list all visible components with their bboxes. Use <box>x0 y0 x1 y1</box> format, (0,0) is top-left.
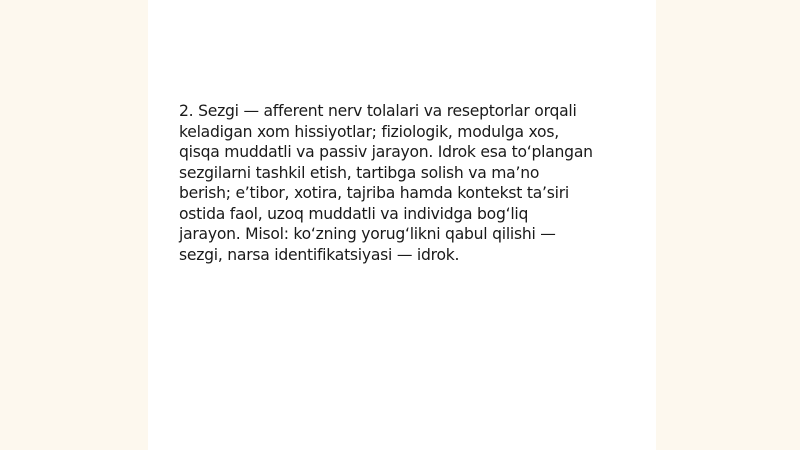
text-line: ostida faol, uzoq muddatli va individga bog‘liq <box>179 204 529 223</box>
document-page <box>148 0 656 450</box>
text-line: qisqa muddatli va passiv jarayon. Idrok esa to‘plangan <box>179 143 593 161</box>
answer-paragraph <box>179 101 629 265</box>
text-line: sezgilarni tashkil etish, tartibga solish va ma’no <box>179 163 540 182</box>
text-line: keladigan xom hissiyotlar; fiziologik, modulga xos, <box>179 122 559 141</box>
text-line: jarayon. Misol: ko‘zning yorug‘likni qabul qilishi — <box>179 225 556 243</box>
text-line: sezgi, narsa identifikatsiyasi — idrok. <box>179 245 460 264</box>
text-line: 2. Sezgi — afferent nerv tolalari va reseptorlar orqali <box>179 102 577 120</box>
text-line: berish; e’tibor, xotira, tajriba hamda kontekst ta’siri <box>179 184 569 202</box>
